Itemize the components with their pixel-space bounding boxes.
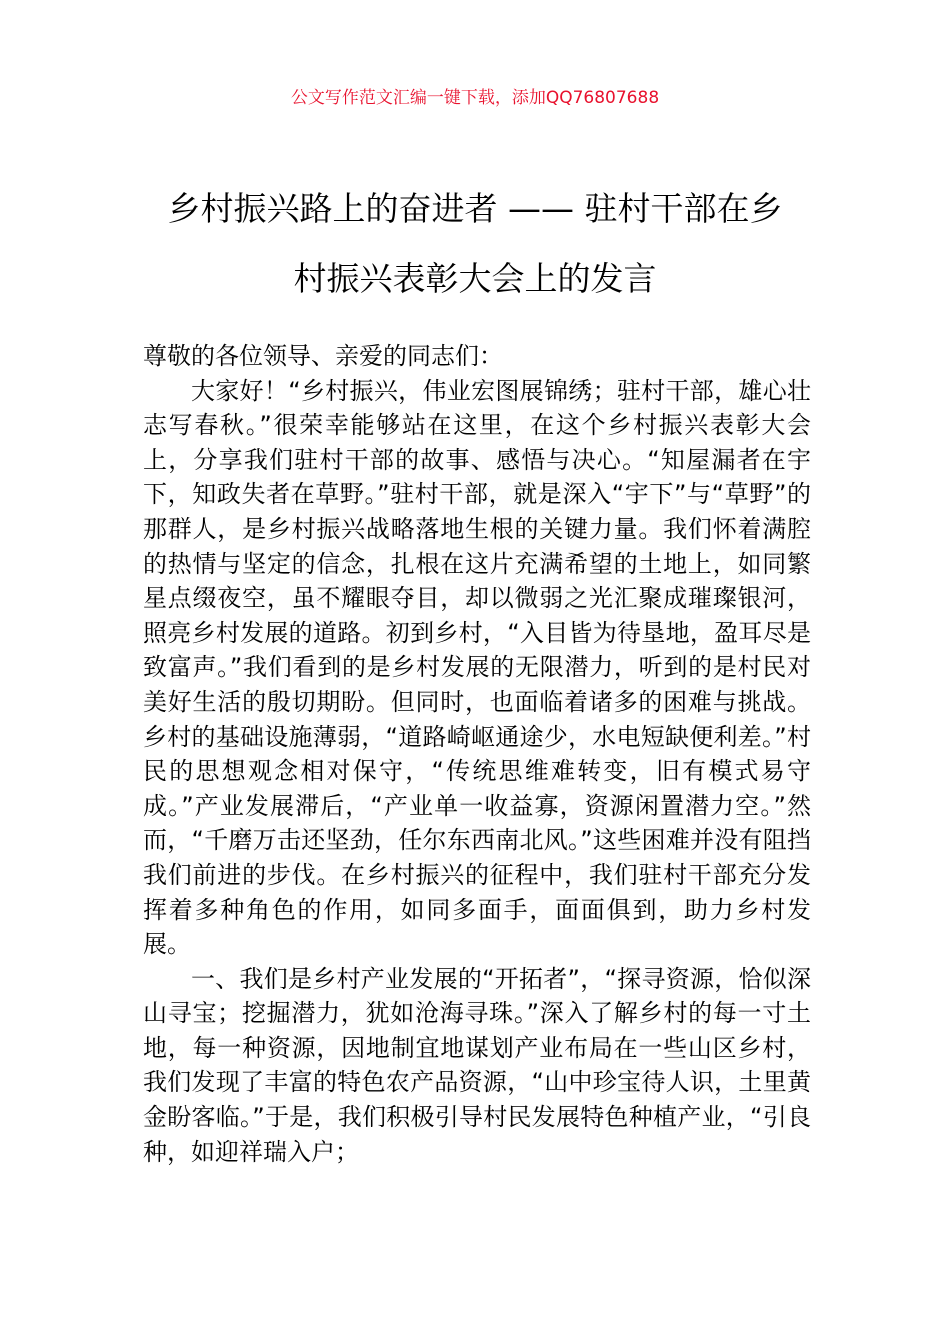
document-title-line-2: 村振兴表彰大会上的发言: [293, 259, 657, 298]
document-title: [120, 174, 830, 314]
document-body: [143, 339, 811, 1169]
document-title-line-1: 乡村振兴路上的奋进者 —— 驻村干部在乡: [167, 189, 783, 228]
salutation: 尊敬的各位领导、亲爱的同志们：: [143, 342, 503, 370]
paragraph: 大家好！“乡村振兴，伟业宏图展锦绣；驻村干部，雄心壮志写春秋。”很荣幸能够站在这里，在这个乡村振兴表彰大会上，分享我们驻村干部的故事、感悟与决心。“知屋漏者在宇下，知政失者在草野。”驻村干部，就是深入“宇下”与“草野”的那群人，是乡村振兴战略落地生根的关键力量。我们怀着满腔的热情与坚定的信念，扎根在这片充满希望的土地上，如同繁星点缀夜空，虽不耀眼夺目，却以微弱之光汇聚成璀璨银河，照亮乡村发展的道路。初到乡村，“入目皆为待垦地，盈耳尽是致富声。”我们看到的是乡村发展的无限潜力，听到的是村民对美好生活的殷切期盼。但同时，也面临着诸多的困难与挑战。乡村的基础设施薄弱，“道路崎岖通途少，水电短缺便利差。”村民的思想观念相对保守，“传统思维难转变，旧有模式易守成。”产业发展滞后，“产业单一收益寡，资源闲置潜力空。”然而，“千磨万击还坚劲，任尔东西南北风。”这些困难并没有阻挡我们前进的步伐。在乡村振兴的征程中，我们驻村干部充分发挥着多种角色的作用，如同多面手，面面俱到，助力乡村发展。: [143, 376, 811, 959]
paragraph: 一、我们是乡村产业发展的“开拓者”，“探寻资源，恰似深山寻宝；挖掘潜力，犹如沧海寻珠。”深入了解乡村的每一寸土地，每一种资源，因地制宜地谋划产业布局在一些山区乡村，我们发现了丰富的特色农产品资源，“山中珍宝待人识，土里黄金盼客临。”于是，我们积极引导村民发展特色种植产业，“引良种，如迎祥瑞入户；: [143, 964, 811, 1166]
download-promo-note: 公文写作范文汇编一键下载，添加QQ76807688: [290, 88, 660, 108]
